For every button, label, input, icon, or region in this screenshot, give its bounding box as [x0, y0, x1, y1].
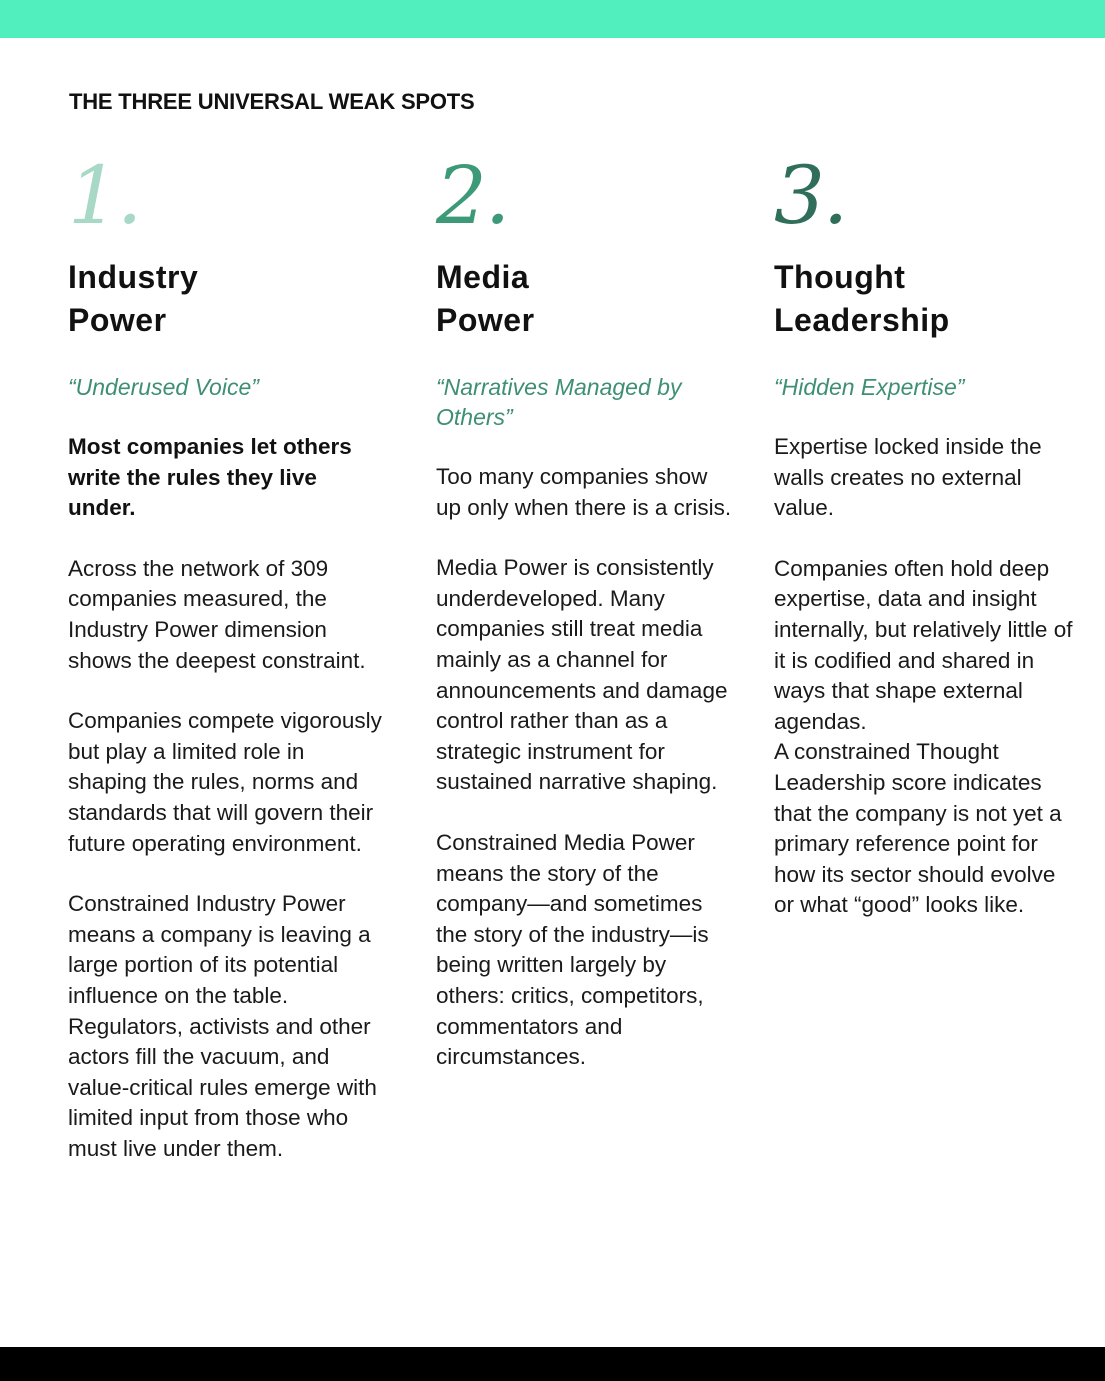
weak-spot-column-thought-leadership	[774, 150, 1074, 921]
column-numeral: 1.	[68, 149, 141, 242]
column-title-line: Power	[436, 302, 535, 338]
column-title	[436, 256, 736, 342]
column-numeral: 2.	[436, 149, 509, 242]
column-numeral: 3.	[774, 149, 847, 242]
column-title-line: Power	[68, 302, 167, 338]
column-subtitle: “Hidden Expertise”	[774, 374, 965, 400]
column-title-line: Media	[436, 259, 530, 295]
column-paragraph: Across the network of 309 companies measured, the Industry Power dimension shows the deepest constraint.	[68, 555, 366, 673]
column-lead-paragraph: Too many companies show up only when there is a crisis.	[436, 464, 732, 520]
weak-spot-column-industry-power	[68, 150, 388, 1164]
column-lead-paragraph: Expertise locked inside the walls creates no external value.	[774, 434, 1042, 521]
column-lead-paragraph: Most companies let others write the rules they live under.	[68, 434, 352, 521]
column-paragraph: Companies often hold deep expertise, data and insight internally, but relatively little of it is codified and shared in ways that shape external agendas.	[774, 555, 1073, 734]
column-paragraph: Media Power is consistently underdeveloped. Many companies still treat media mainly as a channel for announcements and damage control rather than as a strategic instrument for sustained narrative shaping.	[436, 555, 728, 795]
column-paragraph: Constrained Industry Power means a company is leaving a large portion of its potential influence on the table. Regulators, activists and other actors fill the vacuum, and value-critical rules emerge with limited input from those who must live under them.	[68, 891, 377, 1161]
page-heading: THE THREE UNIVERSAL WEAK SPOTS	[69, 89, 475, 114]
top-accent-bar	[0, 0, 1105, 38]
column-title-line: Thought	[774, 259, 906, 295]
column-subtitle: “Underused Voice”	[68, 374, 259, 400]
weak-spot-column-media-power	[436, 150, 736, 1073]
column-paragraph: Constrained Media Power means the story of the company—and sometimes the story of the industry—is being written largely by others: critics, competitors, commentators and circumstances.	[436, 829, 709, 1070]
bottom-footer-bar	[0, 1347, 1105, 1381]
column-paragraph: Companies compete vigorously but play a limited role in shaping the rules, norms and standards that will govern their future operating environment.	[68, 708, 382, 856]
column-title	[774, 256, 1074, 342]
column-title-line: Industry	[68, 259, 199, 295]
column-title	[68, 256, 388, 342]
column-title-line: Leadership	[774, 302, 950, 338]
column-paragraph: A constrained Thought Leadership score indicates that the company is not yet a primary reference point for how its sector should evolve or what “good” looks like.	[774, 739, 1062, 918]
column-subtitle: “Narratives Managed by Others”	[436, 374, 682, 430]
